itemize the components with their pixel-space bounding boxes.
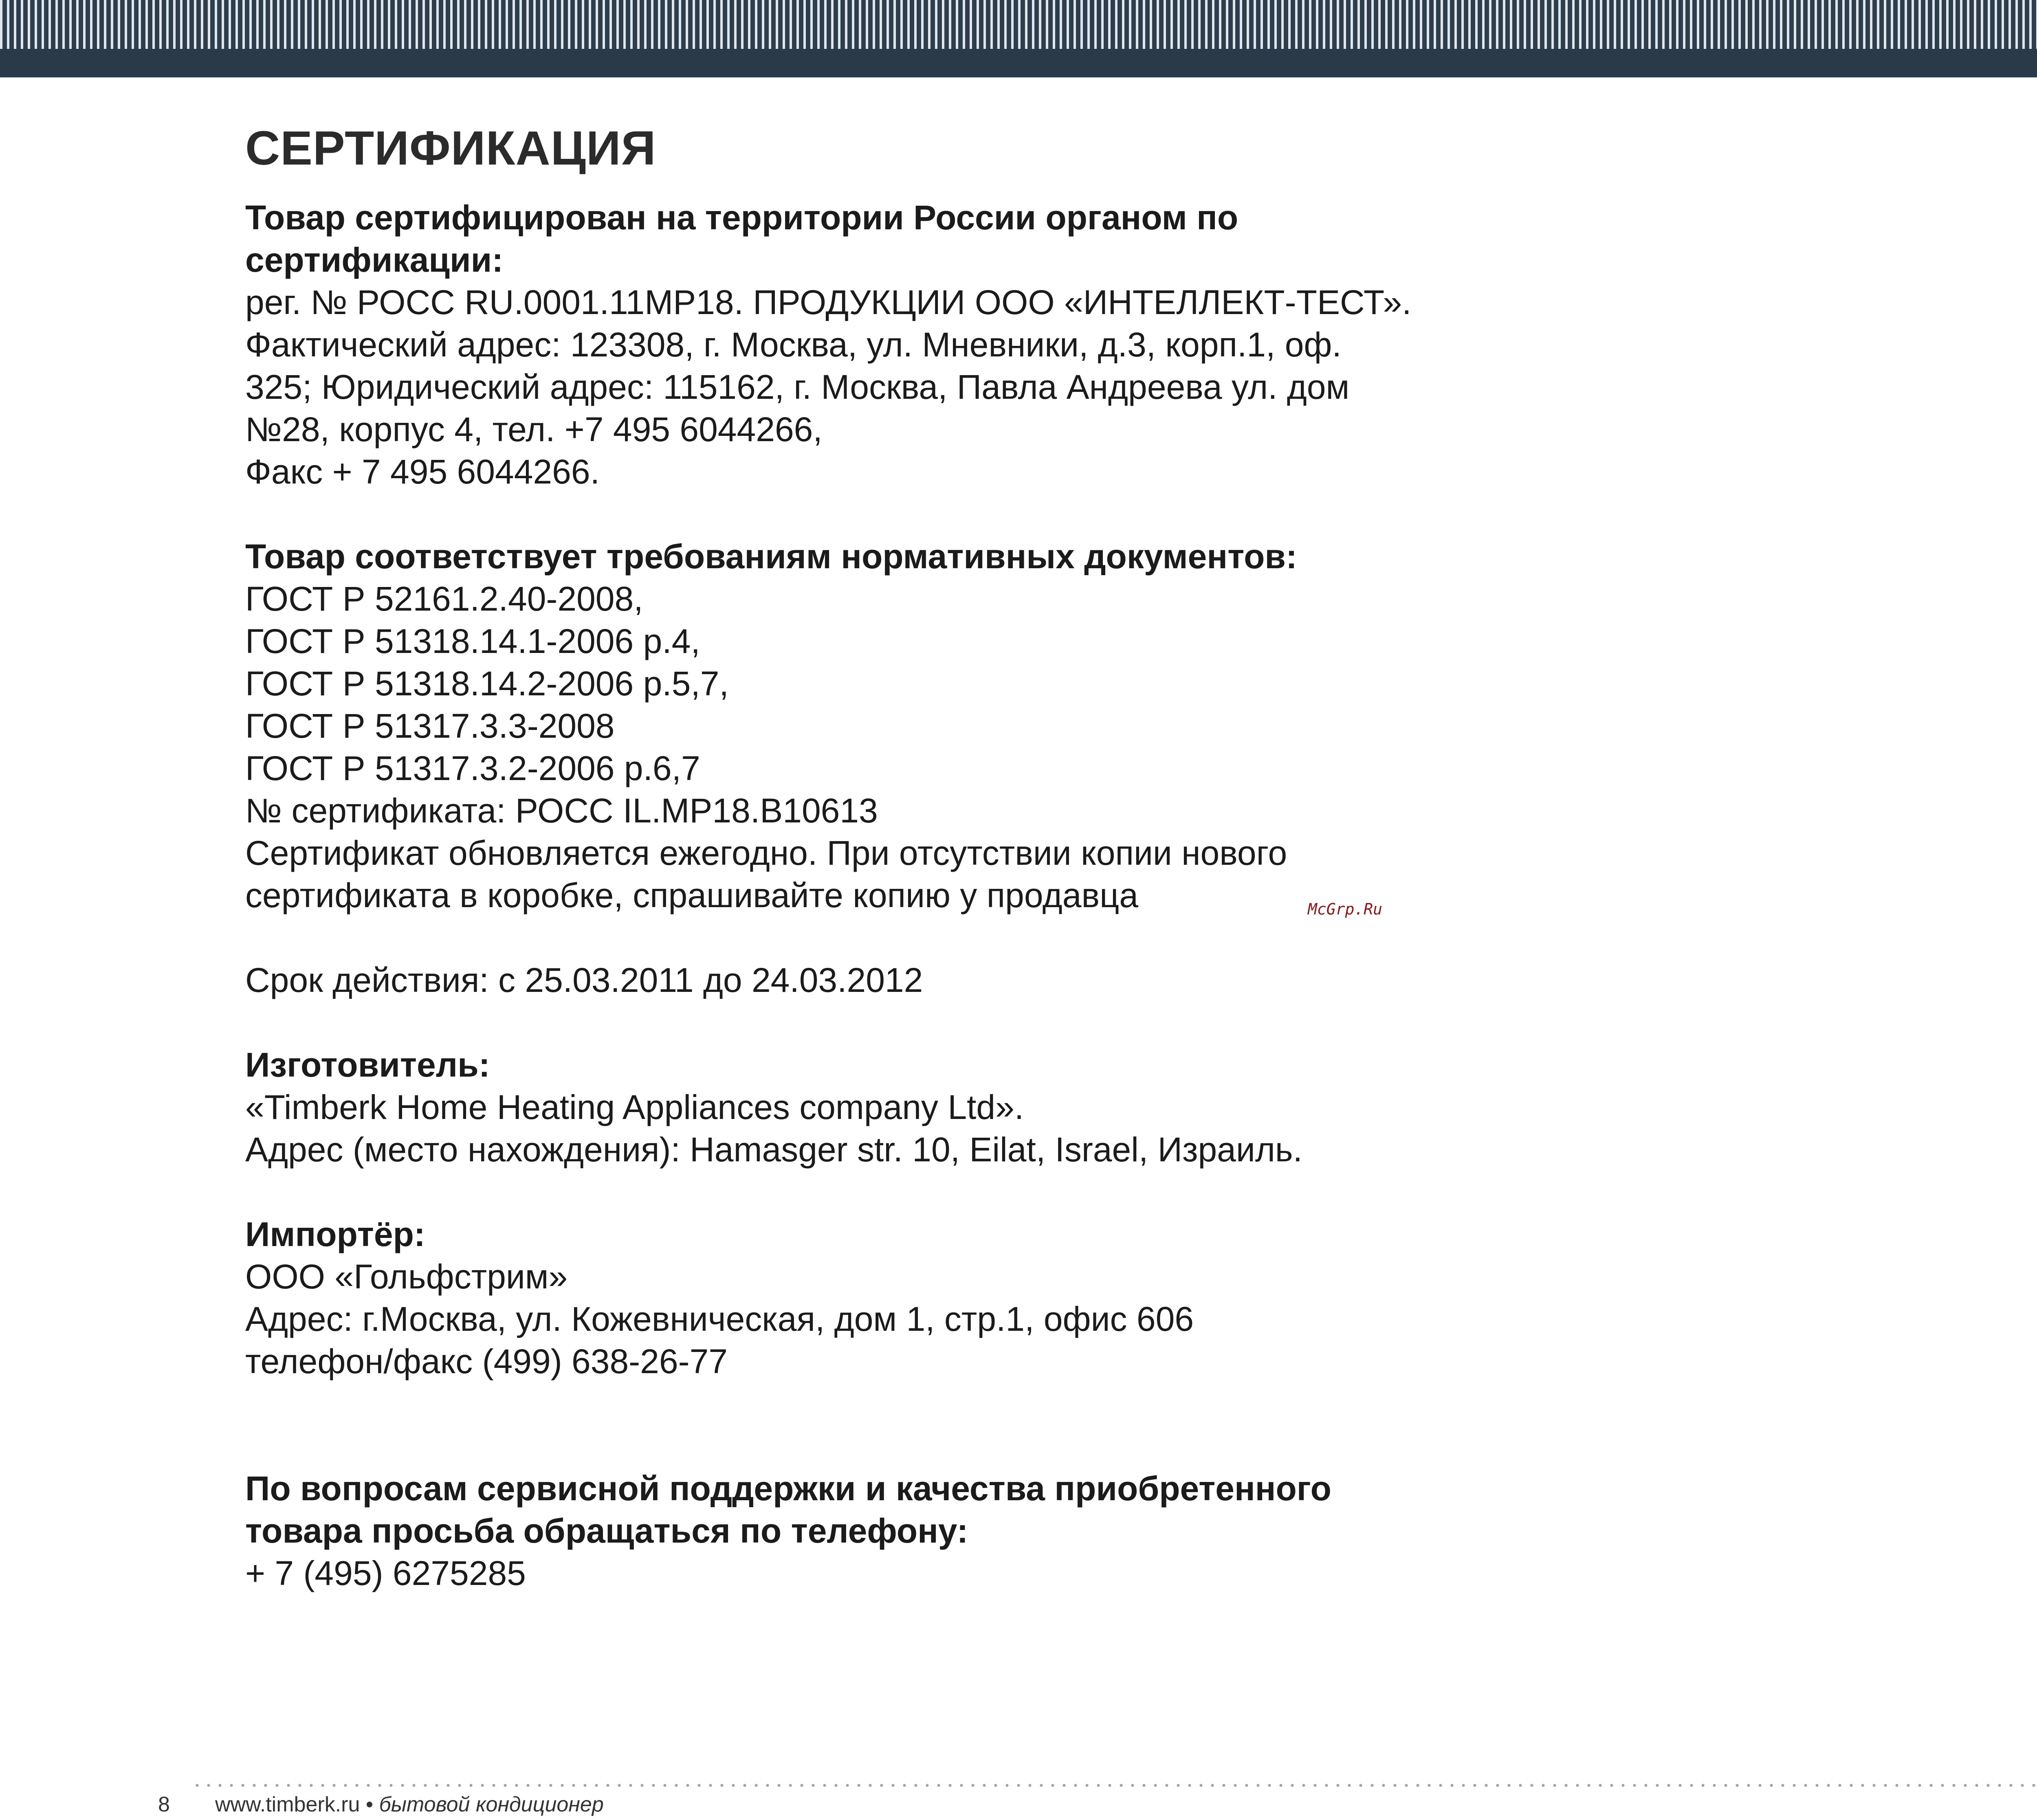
standard-item: ГОСТ Р 51317.3.3-2008: [245, 706, 615, 745]
spacer: [245, 917, 1370, 959]
standard-item: ГОСТ Р 51318.14.1-2006 р.4,: [245, 622, 700, 660]
certification-detail-line: №28, корпус 4, тел. +7 495 6044266,: [245, 410, 823, 448]
watermark: McGrp.Ru: [1308, 900, 1383, 918]
spacer: [245, 1171, 1370, 1213]
certificate-number: № сертификата: РОСС IL.МР18.В10613: [245, 791, 878, 830]
support-title-line: По вопросам сервисной поддержки и качества приобретенного: [245, 1469, 1331, 1508]
support-title-line: товара просьба обращаться по телефону:: [245, 1511, 968, 1550]
footer-tagline: бытовой кондиционер: [379, 1793, 604, 1816]
spacer: [245, 493, 1370, 535]
certificate-note: Сертификат обновляется ежегодно. При отсутствии копии нового: [245, 833, 1287, 872]
spacer: [245, 1383, 1370, 1467]
certification-detail-line: рег. № РОСС RU.0001.11МР18. ПРОДУКЦИИ ООО «ИНТЕЛЛЕКТ-ТЕСТ».: [245, 283, 1412, 321]
manufacturer-section: [245, 1044, 1370, 1171]
manufacturer-line: «Timberk Home Heating Appliances company Ltd».: [245, 1088, 1024, 1126]
manufacturer-title: Изготовитель:: [245, 1045, 490, 1084]
certification-detail-line: Факс + 7 495 6044266.: [245, 452, 600, 491]
standards-section: [245, 535, 1370, 917]
spacer: [245, 1001, 1370, 1044]
footer: [158, 1792, 604, 1817]
importer-line: Адрес: г.Москва, ул. Кожевническая, дом 1, стр.1, офис 606: [245, 1299, 1194, 1338]
document-body: [245, 121, 1412, 1594]
certification-intro-line: сертификации:: [245, 240, 504, 279]
page-title: СЕРТИФИКАЦИЯ: [245, 121, 656, 175]
standard-item: ГОСТ Р 51317.3.2-2006 р.6,7: [245, 749, 700, 787]
support-phone: + 7 (495) 6275285: [245, 1554, 526, 1592]
standard-item: ГОСТ Р 51318.14.2-2006 р.5,7,: [245, 664, 729, 703]
page-number: 8: [158, 1793, 170, 1816]
support-section: [245, 1467, 1370, 1594]
footer-dotted-divider: [191, 1783, 2037, 1787]
importer-line: ООО «Гольфстрим»: [245, 1257, 568, 1296]
certification-detail-line: 325; Юридический адрес: 115162, г. Москва, Павла Андреева ул. дом: [245, 367, 1350, 406]
certification-intro-line: Товар сертифицирован на территории России органом по: [245, 198, 1238, 237]
importer-section: [245, 1213, 1370, 1383]
validity-period: Срок действия: с 25.03.2011 до 24.03.2012: [245, 961, 923, 999]
standards-title: Товар соответствует требованиям нормативных документов:: [245, 537, 1298, 576]
importer-line: телефон/факс (499) 638-26-77: [245, 1342, 728, 1380]
importer-title: Импортёр:: [245, 1215, 425, 1253]
certification-detail-line: Фактический адрес: 123308, г. Москва, ул. Мневники, д.3, корп.1, оф.: [245, 325, 1342, 364]
standard-item: ГОСТ Р 52161.2.40-2008,: [245, 579, 643, 618]
certification-section: [245, 196, 1412, 493]
certificate-note: сертификата в коробке, спрашивайте копию у продавца: [245, 876, 1138, 914]
footer-site-link[interactable]: www.timberk.ru: [215, 1793, 360, 1816]
footer-separator: •: [360, 1793, 379, 1816]
manufacturer-line: Адрес (место нахождения): Hamasger str. 10, Eilat, Israel, Израиль.: [245, 1130, 1302, 1169]
header-bar-base: [0, 49, 2037, 77]
